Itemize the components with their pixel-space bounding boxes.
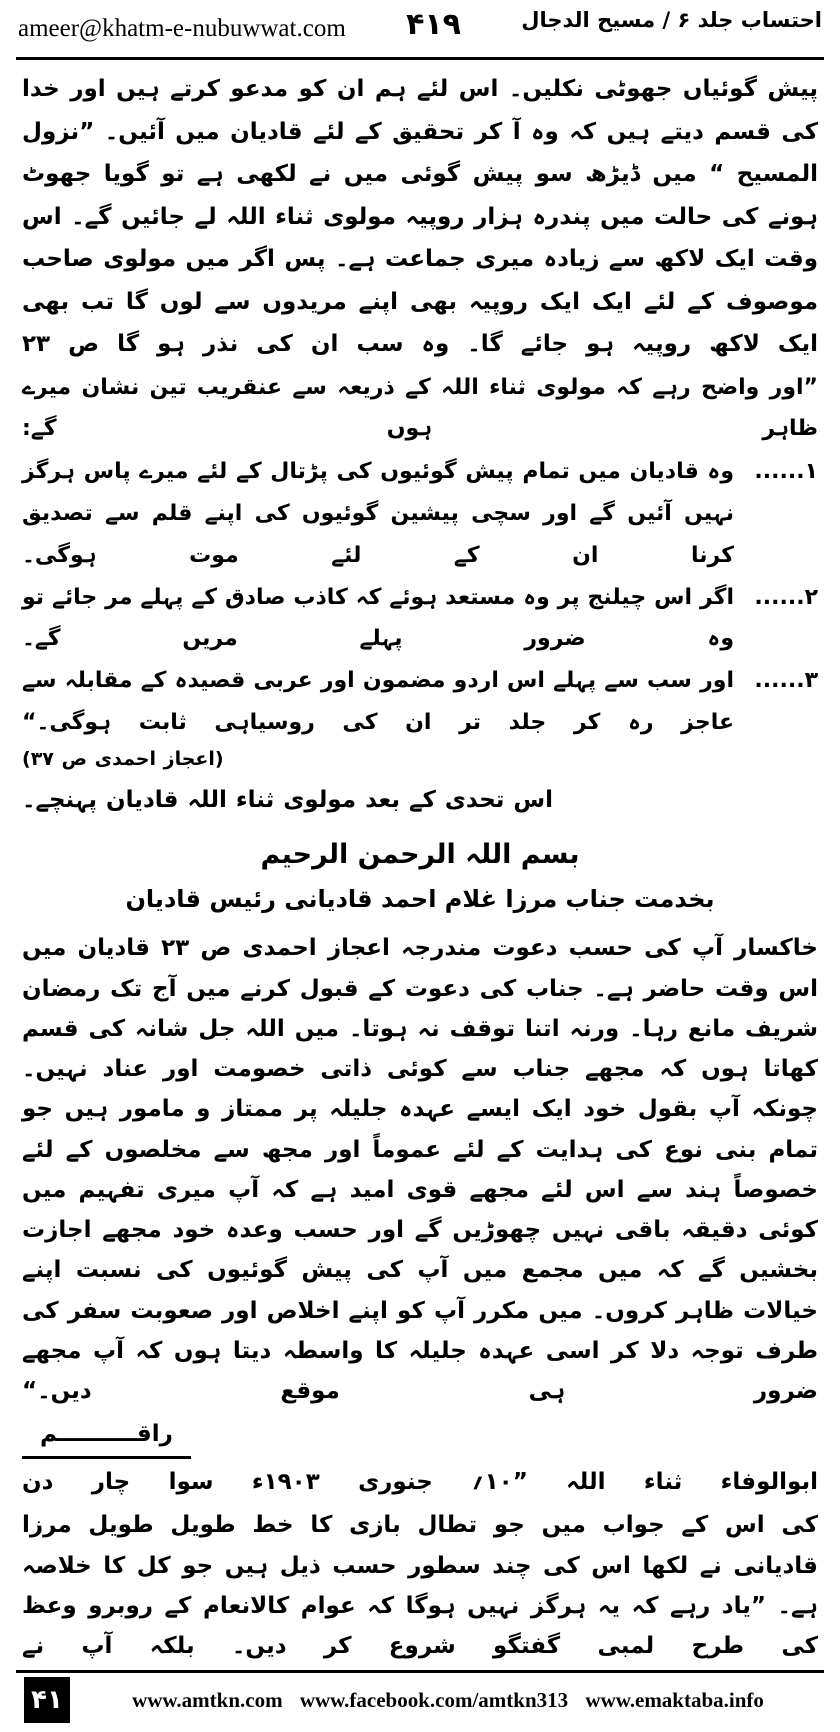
quote-intro: ”اور واضح رہے کہ مولوی ثناء اللہ کے ذریعہ سے عنقریب تین نشان میرے ظاہر ہوں گے: (22, 374, 818, 441)
closing-paragraph: کی اس کے جواب میں جو تطال بازی کا خط طویل طویل مرزا قادیانی نے لکھا اس کی چند سطور حسب ذیل ہیں جو کل کا خلاصہ ہے۔ ”یاد رہے کہ یہ ہرگز نہیں ہوگا کہ عوام کالانعام کے روبرو وعظ کی طرح لمبی گفتگو شروع کر دیں۔ بلکہ آپ نے (22, 1512, 818, 1660)
list-marker-2: ۲...... (754, 584, 818, 610)
header-row (18, 6, 822, 41)
letter-body: خاکسار آپ کی حسب دعوت مندرجہ اعجاز احمدی ص ۲۳ قادیان میں اس وقت حاضر ہے۔ جناب کی دعوت کے قبول کرنے میں آج تک رمضان شریف مانع رہا۔ ورنہ اتنا توقف نہ ہوتا۔ میں اللہ جل شانہ کی قسم کھاتا ہوں کہ مجھے جناب سے کوئی ذاتی خصومت اور عناد نہیں۔ چونکہ آپ بقول خود ایک ایسے عہدہ جلیلہ پر ممتاز و مامور ہیں جو تمام بنی نوع کی ہدایت کے لئے عموماً اور مجھ سے مخلصوں کے لئے خصوصاً ہند سے اس لئے مجھے قوی امید ہے کہ آپ میری تفہیم میں کوئی دقیقہ باقی نہیں چھوڑیں گے اور حسب وعدہ خود مجھے اجازت بخشیں گے کہ میں مجمع میں آپ کی پیش گوئیوں کی نسبت اپنے خیالات ظاہر کروں۔ میں مکرر آپ کو اپنے اخلاص اور صعوبت سفر کی طرف توجہ دلا کر اسی عہدہ جلیلہ کا واسطہ دیتا ہوں کہ آپ مجھے ضرور ہی موقع دیں۔“ (22, 935, 818, 1405)
page-footer (0, 1668, 840, 1732)
after-quote-line: اس تحدی کے بعد مولوی ثناء اللہ قادیان پہنچے۔ (22, 786, 554, 813)
paragraph-1: پیش گوئیاں جھوٹی نکلیں۔ اس لئے ہم ان کو مدعو کرتے ہیں اور خدا کی قسم دیتے ہیں کہ وہ آ کر تحقیق کے لئے قادیان میں آئیں۔ ”نزول المسیح “ میں ڈیڑھ سو پیش گوئی میں نے لکھی ہے تو گویا جھوٹ ہونے کی حالت میں پندرہ ہزار روپیہ مولوی ثناء اللہ لے جائیں گے۔ اس وقت ایک لاکھ سے زیادہ میری جماعت ہے۔ پس اگر میں مولوی صاحب موصوف کے لئے ایک ایک روپیہ بھی اپنے مریدوں سے لوں گا تب بھی ایک لاکھ روپیہ ہو جائے گا۔ وہ سب ان کی نذر ہو گا ص ۲۳ (22, 76, 818, 358)
letter-addressee: بخدمت جناب مرزا غلام احمد قادیانی رئیس قادیان (125, 884, 715, 913)
signature-label-line (22, 1413, 818, 1459)
list-text-1: وہ قادیان میں تمام پیش گوئیوں کی پڑتال کے لئے میرے پاس ہرگز نہیں آئیں گے اور سچی پیشین گوئیوں کی اپنے قلم سے تصدیق کرنا ان کے لئے موت ہوگی۔ (22, 459, 734, 568)
signature-line (22, 1461, 818, 1504)
list-text-3: اور سب سے پہلے اس اردو مضمون اور عربی قصیدہ کے مقابلہ سے عاجز رہ کر جلد تر ان کی روسیاہی ثابت ہوگی۔“ (22, 668, 734, 735)
header-divider (16, 57, 824, 60)
citation-reference: (اعجاز احمدی ص ۳۷) (22, 747, 224, 770)
footer-link-emaktaba[interactable]: www.emaktaba.info (585, 1687, 764, 1712)
footer-link-amtkn[interactable]: www.amtkn.com (132, 1687, 283, 1712)
list-item (22, 451, 818, 576)
list-item (22, 577, 818, 661)
contact-email: ameer@khatm-e-nubuwwat.com (18, 15, 346, 42)
list-item (22, 660, 818, 744)
page-number: ۴۱۹ (406, 7, 461, 42)
footer-divider (16, 1670, 824, 1673)
footer-link-facebook[interactable]: www.facebook.com/amtkn313 (299, 1687, 569, 1712)
signature-label: راقــــــــــم (22, 1413, 191, 1459)
list-marker-1: ۱...... (754, 459, 818, 485)
footer-page-badge: ۴۱ (24, 1677, 70, 1723)
list-text-2: اگر اس چیلنج پر وہ مستعد ہوئے کہ کاذب صادق کے پہلے مر جائے تو وہ ضرور پہلے مریں گے۔ (22, 584, 734, 652)
book-title: احتساب جلد ۶ / مسیح الدجال (521, 8, 822, 32)
page-body (0, 62, 840, 1668)
basmala: بسم اللہ الرحمن الرحیم (260, 839, 580, 871)
list-marker-3: ۳...... (754, 668, 818, 694)
signature-date: ”۱۰؍ جنوری ۱۹۰۳ء سوا چار دن (22, 1468, 528, 1495)
signature-name: ابوالوفاء ثناء اللہ (566, 1468, 818, 1495)
page-header (0, 0, 840, 62)
footer-links (70, 1688, 826, 1713)
